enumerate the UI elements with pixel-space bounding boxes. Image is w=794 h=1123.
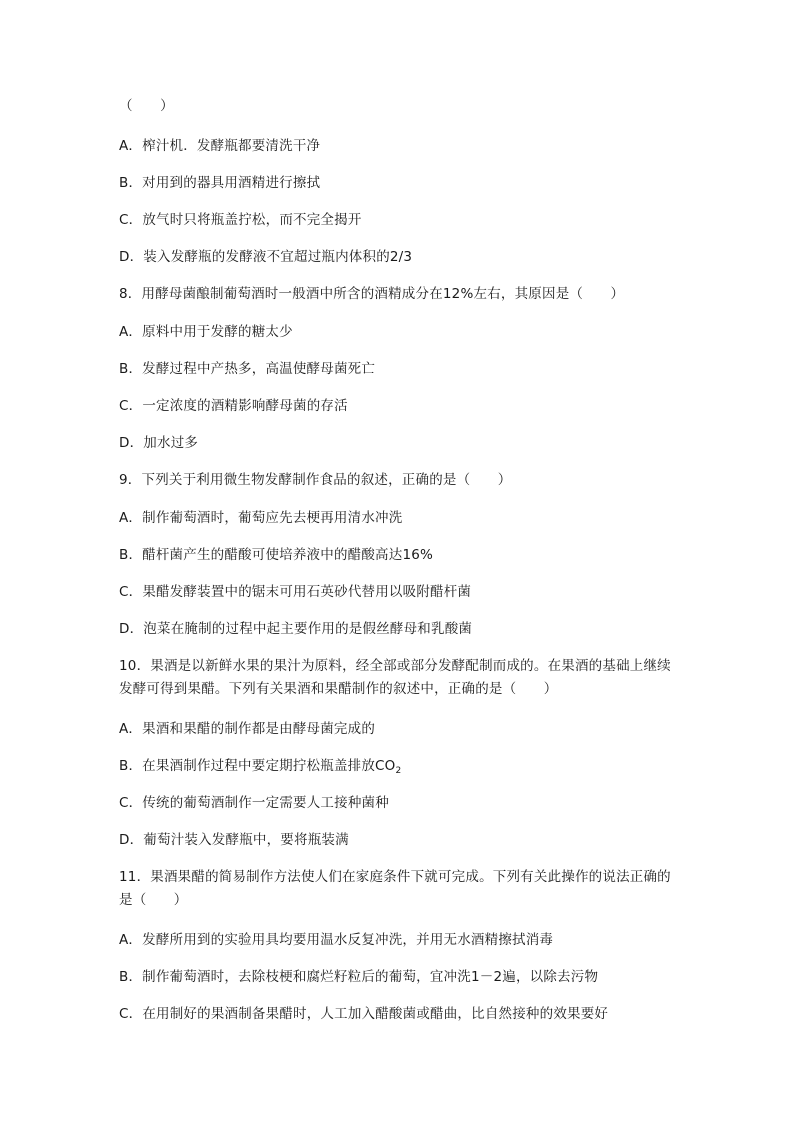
question-10-stem: 10．果酒是以新鲜水果的果汁为原料，经全部或部分发酵配制而成的。在果酒的基础上继续发酵可得到果醋。下列有关果酒和果醋制作的叙述中，正确的是（ ） — [119, 658, 671, 697]
question-7-bracket: （ ） — [119, 98, 174, 114]
q8-option-d: D．加水过多 — [119, 435, 199, 451]
q9-option-c: C．果醋发酵装置中的锯末可用石英砂代替用以吸附醋杆菌 — [119, 584, 472, 600]
q11-option-a: A．发酵所用到的实验用具均要用温水反复冲洗，并用无水酒精擦拭消毒 — [119, 932, 554, 948]
question-11-stem: 11．果酒果醋的简易制作方法使人们在家庭条件下就可完成。下列有关此操作的说法正确的是（ ） — [119, 869, 671, 908]
co2-subscript: 2 — [395, 766, 402, 776]
q7-option-d: D．装入发酵瓶的发酵液不宜超过瓶内体积的2/3 — [119, 249, 413, 265]
q10-option-d: D．葡萄汁装入发酵瓶中，要将瓶装满 — [119, 832, 349, 848]
q10-option-c: C．传统的葡萄酒制作一定需要人工接种菌种 — [119, 795, 389, 811]
q11-option-c: C．在用制好的果酒制备果醋时，人工加入醋酸菌或醋曲，比自然接种的效果要好 — [119, 1006, 609, 1022]
q8-option-b: B．发酵过程中产热多，高温使酵母菌死亡 — [119, 361, 376, 377]
q7-option-c: C．放气时只将瓶盖拧松，而不完全揭开 — [119, 212, 362, 228]
q8-option-a: A．原料中用于发酵的糖太少 — [119, 324, 293, 340]
q7-option-a: A．榨汁机．发酵瓶都要清洗干净 — [119, 138, 321, 154]
q10-option-b — [119, 757, 679, 775]
q10-option-b-text: B．在果酒制作过程中要定期拧松瓶盖排放CO — [119, 758, 396, 774]
question-9-stem: 9．下列关于利用微生物发酵制作食品的叙述，正确的是（ ） — [119, 472, 512, 488]
question-8-stem: 8．用酵母菌酿制葡萄酒时一般酒中所含的酒精成分在12%左右，其原因是（ ） — [119, 286, 625, 302]
q9-option-a: A．制作葡萄酒时，葡萄应先去梗再用清水冲洗 — [119, 510, 403, 526]
q7-option-b: B．对用到的器具用酒精进行擦拭 — [119, 175, 321, 191]
q8-option-c: C．一定浓度的酒精影响酵母菌的存活 — [119, 398, 348, 414]
q9-option-d: D．泡菜在腌制的过程中起主要作用的是假丝酵母和乳酸菌 — [119, 621, 473, 637]
q11-option-b: B．制作葡萄酒时，去除枝梗和腐烂籽粒后的葡萄，宜冲洗1－2遍，以除去污物 — [119, 969, 599, 985]
q10-option-a: A．果酒和果醋的制作都是由酵母菌完成的 — [119, 721, 376, 737]
q9-option-b: B．醋杆菌产生的醋酸可使培养液中的醋酸高达16% — [119, 547, 434, 563]
